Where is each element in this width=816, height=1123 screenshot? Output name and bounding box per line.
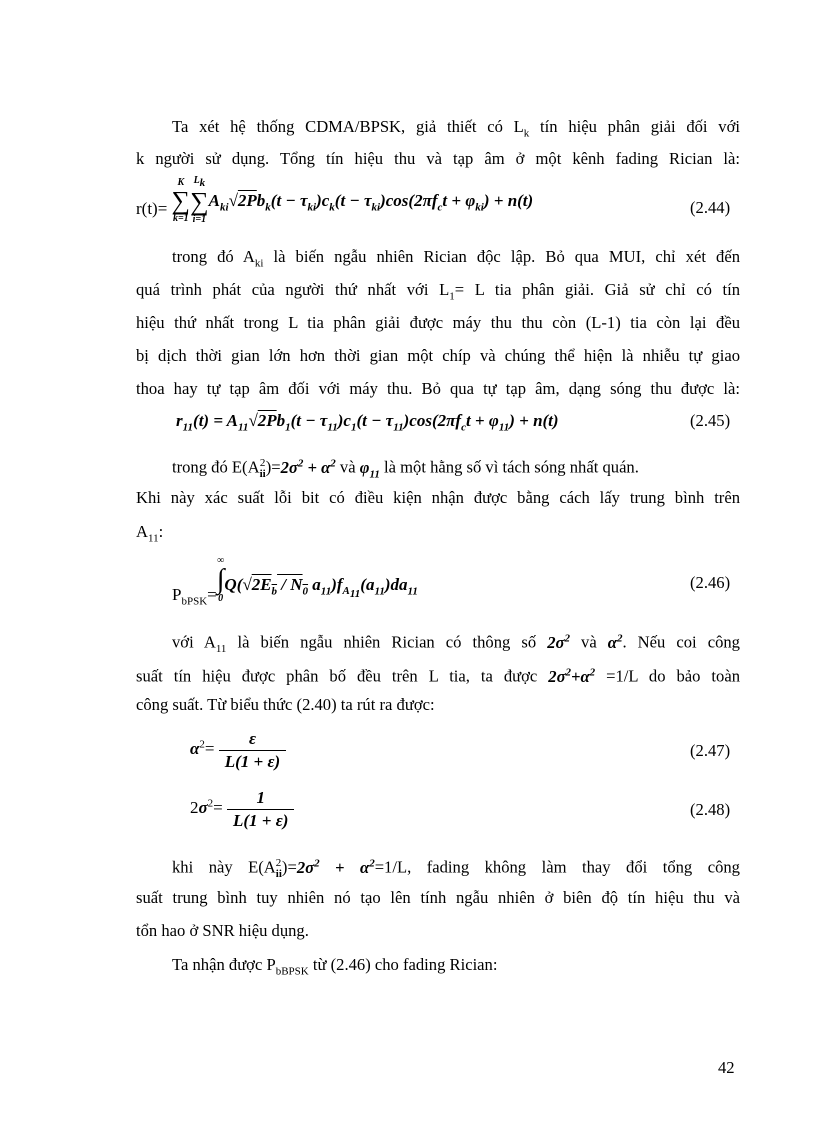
text: là biến ngẫu nhiên Rician có thông số [226,632,548,652]
equation-number: (2.46) [690,573,731,592]
paragraph-line [136,521,740,549]
equation-2-47: $\alpha^2=$ $\frac{\varepsilon}{L(1 + \varepsilon)}$ [190,728,286,773]
text: =1/L do bảo toàn [595,666,740,686]
eq-body: $A_{ki}√2Pb_k(t - \tau_{ki})c_k(t - \tau_{ki})\cos(2\pi f_ct + \varphi_{ki}) + n(t)$ [208,191,534,214]
fraction: $\frac{\varepsilon}{L(1 + \varepsilon)}$ [219,728,286,773]
equation-number: (2.45) [690,411,731,430]
equation-number: (2.48) [690,800,731,819]
equation-2-48: $2\sigma^2=$ $\frac{1}{L(1 + \varepsilon)}$ [190,787,294,832]
paragraph-line [172,116,740,144]
paragraph-line: suất trung bình tuy nhiên nó tạo lên tính ngẫu nhiên ở biên độ tín hiệu thu và [136,888,740,907]
paragraph-line: tổn hao ở SNR hiệu dụng. [136,921,309,940]
text: với A [172,632,216,652]
paragraph-line: với $A_{11}$ là biến ngẫu nhiên Rician có thông số $2\sigma^2$ và $\alpha^2$. Nếu coi công [172,632,740,655]
text: và [569,632,608,652]
equation-number: (2.47) [690,741,731,760]
text: từ (2.46) cho fading Rician: [308,955,498,974]
paragraph-line: hiệu thứ nhất trong L tia phân giải được máy thu thu còn (L-1) tia còn lại đều [136,313,740,332]
text: và [335,457,360,477]
text: quá trình phát của người thứ nhất với L [136,280,450,299]
sum-i: $L_k$ ∑ i=1 [190,175,209,225]
fraction: $\frac{1}{L(1 + \varepsilon)}$ [227,787,294,832]
subscript: ki [254,257,264,270]
text: suất tín hiệu được phân bố đều trên L tia, ta được [136,666,549,686]
text: trong đó E(A [172,457,260,477]
equation-2-44 [136,176,533,226]
subscript: 1 [449,290,455,303]
text: =1/L, fading không làm thay đổi tổng công [374,857,740,877]
subscript: 11 [215,642,227,655]
paragraph-line: khi này E(A 2 ii )$=2\sigma^2 + \alpha^2=1/L$, fading không làm thay đổi tổng công [172,856,740,880]
text: A [136,522,148,541]
paragraph-line: Khi này xác suất lỗi bit có điều kiện nhận được bằng cách lấy trung bình trên [136,488,740,507]
sum-k: K ∑ k=1 [171,176,191,224]
paragraph-line [172,954,740,982]
text: . Nếu coi công [622,632,740,652]
paragraph-line: công suất. Từ biểu thức (2.40) ta rút ra được: [136,695,435,714]
text: Ta nhận được P [172,955,276,974]
equation-2-46: $P_{bPSK}=$ ∞ ∫ 0 $Q(√2E_b / N_0$ $a_{11})f_{A_{11}}(a_{11})da_{11}$ [172,555,418,608]
subscript: 11 [147,532,159,545]
text: )= [281,857,297,877]
subscript: k [523,127,530,140]
eq-lhs: P [172,584,182,604]
paragraph-line [136,279,740,307]
text: = L tia phân giải. Giả sử chỉ có tín [454,280,741,299]
text: tín hiệu phân giải đối với [529,117,740,136]
text: trong đó A [172,247,255,266]
text: khi này E(A [172,857,276,877]
paragraph-line: trong đó E(A 2 ii )$=2\sigma^2 + \alpha^2$ và $\varphi_{11}$ là một hằng số vì tách sóng nhất quán. [172,456,639,480]
page-number: 42 [718,1058,735,1077]
paragraph-line: k người sử dụng. Tổng tín hiệu thu và tạp âm ở một kênh fading Rician là: [136,149,740,168]
subscript: bPSK [181,595,208,608]
paragraph-line: suất tín hiệu được phân bố đều trên L tia, ta được $2\sigma^2+\alpha^2 =1/L$ do bảo toàn [136,666,740,686]
text: Ta xét hệ thống CDMA/BPSK, giả thiết có L [172,117,524,136]
equation-number: (2.44) [690,198,731,217]
eq-lhs: r(t)= [136,199,168,219]
subscript: bBPSK [275,965,309,978]
integral: ∞ ∫ 0 [216,555,225,604]
text: : [158,522,164,541]
paragraph-line: bị dịch thời gian lớn hơn thời gian một chíp và chúng thể hiện là nhiễu tự giao [136,346,740,365]
paragraph-line: thoa hay tự tạp âm đối với máy thu. Bỏ qua tự tạp âm, dạng sóng thu được là: [136,379,740,398]
paragraph-line [172,246,740,274]
text: )= [265,457,281,477]
text: là biến ngẫu nhiên Rician độc lập. Bỏ qua MUI, chỉ xét đến [263,247,740,266]
equation-2-45: $r_{11}(t) = A_{11}√2Pb_1(t - \tau_{11})c_1(t - \tau_{11})\cos(2\pi f_ct + \varphi_{11}) + n(t)$ [176,411,559,434]
text: là một hằng số vì tách sóng nhất quán. [379,457,639,477]
